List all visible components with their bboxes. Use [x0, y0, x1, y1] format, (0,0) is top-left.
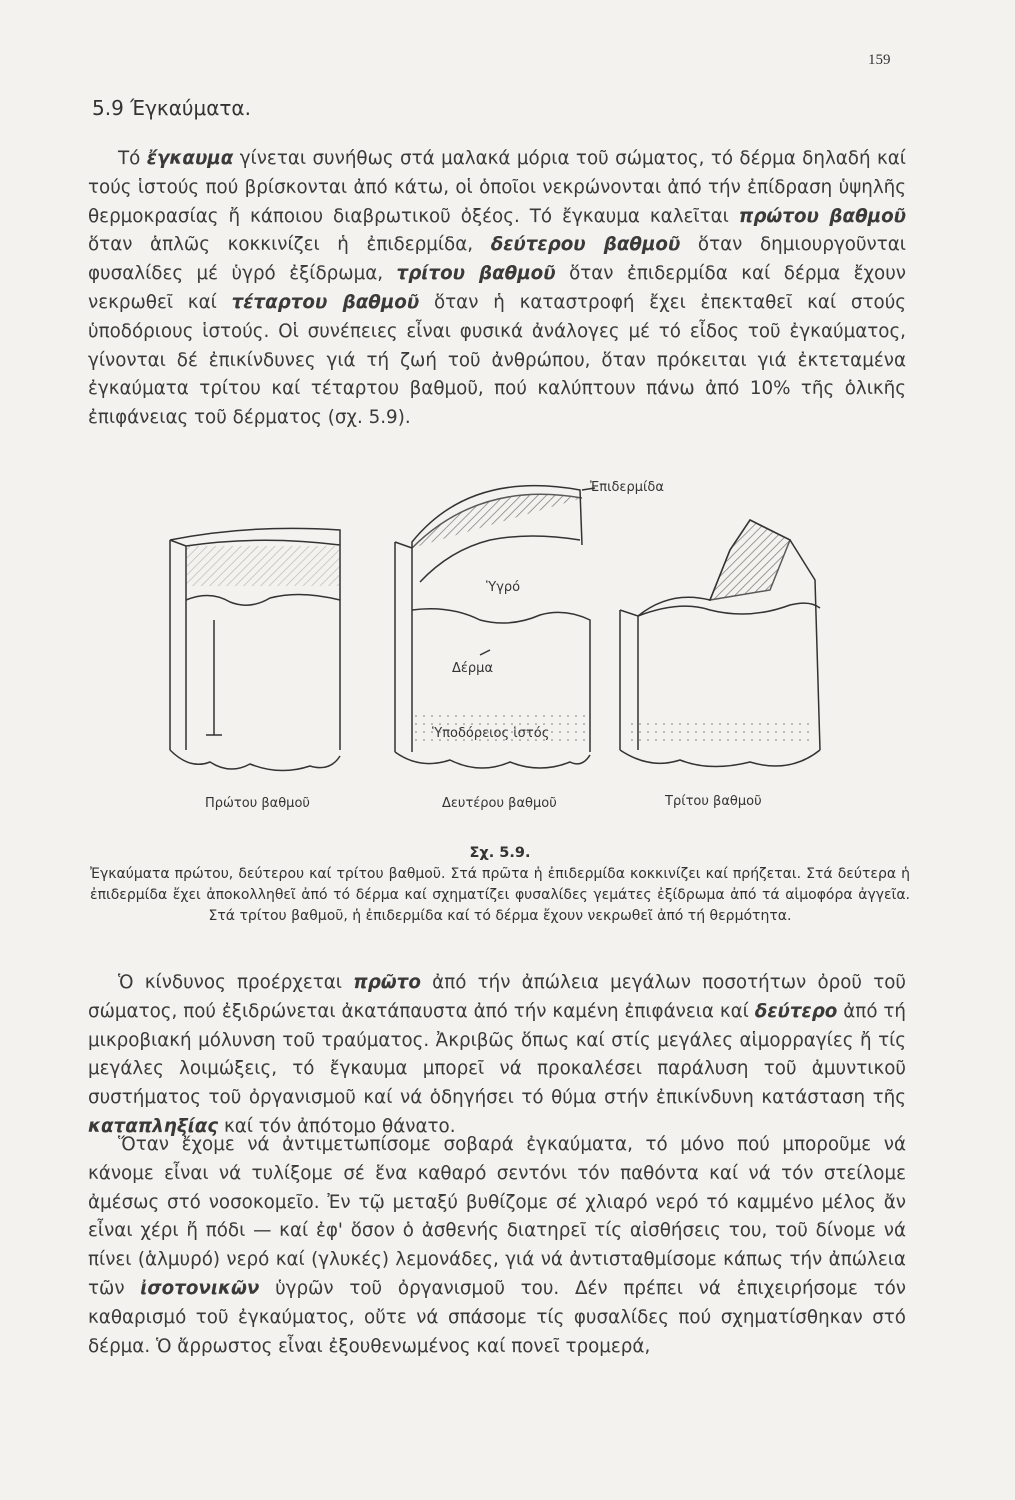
term-burn: ἔγκαυμα: [146, 148, 234, 169]
text-run: ὅταν ἡ καταστροφή ἔχει ἐπεκταθεῖ καί στούς ὑποδόριους ἱστούς. Οἱ συνέπειες εἶναι φυσικά ἀνάλογες μέ τό εἶδος τοῦ ἐγκαύματος, γίνονται δέ ἐπικίνδυνες γιά τή ζωή τοῦ ἀνθρώπου, ὅταν πρόκειται γιά ἐκτεταμένα ἐγκαύματα τρίτου καί τέταρτου βαθμοῦ, πού καλύπτουν πάνω ἀπό 10% τῆς ὁλικῆς ἐπιφάνειας τοῦ δέρματος (σχ. 5.9).: [88, 291, 907, 429]
term-third-degree: τρίτου βαθμοῦ: [396, 263, 556, 285]
text-run: καί τόν ἀπότομο θάνατο.: [218, 1115, 456, 1137]
text-run: ὑγρῶν τοῦ ὀργανισμοῦ του. Δέν πρέπει νά ἐπιχειρήσομε τόν καθαρισμό τοῦ ἐγκαύματος, οὔτε νά σπάσομε τίς φυσαλίδες πού σχηματίσθηκαν στό δέρμα. Ὁ ἄρρωστος εἶναι ἐξουθενωμένος καί πονεῖ τρομερά,: [88, 1277, 906, 1357]
term-first-degree: πρώτου βαθμοῦ: [738, 205, 906, 227]
text-run: Τό: [118, 148, 147, 169]
text-run: ὅταν ἁπλῶς κοκκινίζει ἡ ἐπιδερμίδα,: [88, 234, 491, 256]
section-heading: 5.9 Έγκαύματα.: [92, 96, 251, 120]
text-run: γίνεται συνήθως στά μαλακά μόρια τοῦ σώματος, τό δέρμα δηλαδή καί τούς ἱστούς πού βρίσκονται ἀπό κάτω, οἱ ὁποῖοι νεκρώνονται ἀπό τήν ἐπίδραση ὑψηλῆς θερμοκρασίας ἤ κάποιου διαβρωτικοῦ ὀξέος. Τό ἔγκαυμα καλεῖται: [88, 148, 906, 227]
caption-text: Ἐγκαύματα πρώτου, δεύτερου καί τρίτου βαθμοῦ. Στά πρῶτα ἡ ἐπιδερμίδα κοκκινίζει καί πρήζεται. Στά δεύτερα ἡ ἐπιδερμίδα ἔχει ἀποκολληθεῖ ἀπό τό δέρμα καί σχηματίζει φυσαλίδες γεμάτες ἐξίδρωμα ἀπό τά αἱμοφόρα ἀγγεῖα. Στά τρίτου βαθμοῦ, ἡ ἐπιδερμίδα καί τό δέρμα ἔχουν νεκρωθεῖ ἀπό τή θερμότητα.: [90, 866, 910, 924]
term-second: δεύτερο: [754, 1000, 838, 1022]
page-number: 159: [868, 52, 891, 68]
text-run: Ὁ κίνδυνος προέρχεται: [118, 972, 354, 993]
first-degree-block: [170, 528, 340, 770]
text-run: ὅταν δημιουργοῦνται φυσαλίδες μέ ὑγρό ἐξίδρωμα,: [88, 234, 906, 285]
term-fourth-degree: τέταρτου βαθμοῦ: [231, 291, 420, 313]
paragraph-treatment: [88, 1131, 906, 1361]
label-subcutaneous: Ὑποδόρειος ἱστός: [432, 726, 550, 741]
figure-number: Σχ. 5.9.: [469, 845, 531, 861]
term-second-degree: δεύτερου βαθμοῦ: [490, 234, 681, 256]
text-run: ὅταν ἐπιδερμίδα καί δέρμα ἔχουν νεκρωθεῖ καί: [88, 263, 907, 313]
third-degree-block: [620, 520, 820, 767]
term-first: πρῶτο: [353, 972, 421, 993]
term-isotonic: ἰσοτονικῶν: [140, 1277, 260, 1299]
label-first-degree: Πρώτου βαθμοῦ: [205, 796, 310, 811]
burn-illustration: [150, 450, 850, 820]
paragraph-burn-definition: [88, 145, 906, 433]
label-dermis: Δέρμα: [452, 661, 494, 676]
term-shock: καταπληξίας: [88, 1115, 219, 1137]
label-fluid: Ὑγρό: [486, 580, 521, 595]
figure-caption: [80, 843, 920, 927]
text-run: ἀπό τήν ἀπώλεια μεγάλων ποσοτήτων ὀροῦ τοῦ σώματος, πού ἐξιδρώνεται ἀκατάπαυστα ἀπό τήν καμένη ἐπιφάνεια καί: [88, 972, 906, 1022]
text-run: ἀπό τή μικροβιακή μόλυνση τοῦ τραύματος. Ἀκριβῶς ὅπως καί στίς μεγάλες αἱμορραγίες ἤ τίς μεγάλες λοιμώξεις, τό ἔγκαυμα μπορεῖ νά προκαλέσει παράλυση τοῦ ἀμυντικοῦ συστήματος τοῦ ὀργανισμοῦ καί νά ὁδηγήσει τό θύμα στήν ἐπικίνδυνη κατάσταση τῆς: [88, 1000, 906, 1109]
label-epidermis: Ἐπιδερμίδα: [590, 480, 664, 495]
burn-degrees-figure: [150, 450, 850, 820]
label-second-degree: Δευτέρου βαθμοῦ: [442, 796, 557, 811]
text-run: Ὅταν ἔχομε νά ἀντιμετωπίσομε σοβαρά ἐγκαύματα, τό μόνο πού μποροῦμε νά κάνομε εἶναι νά τυλίξομε σέ ἕνα καθαρό σεντόνι τόν παθόντα καί νά τόν στείλομε ἀμέσως στό νοσοκομεῖο. Ἐν τῷ μεταξύ βυθίζομε σέ χλιαρό νερό τό καμμένο μέλος ἄν εἶναι χέρι ἤ πόδι — καί ἐφ' ὅσον ὁ ἀσθενής διατηρεῖ τίς αἰσθήσεις του, τοῦ δίνομε νά πίνει (ἁλμυρό) νερό καί (γλυκές) λεμονάδες, γιά νά ἀντισταθμίσομε κάπως τήν ἀπώλεια τῶν: [88, 1134, 906, 1299]
paragraph-danger: [88, 969, 906, 1142]
label-third-degree: Τρίτου βαθμοῦ: [665, 794, 762, 809]
